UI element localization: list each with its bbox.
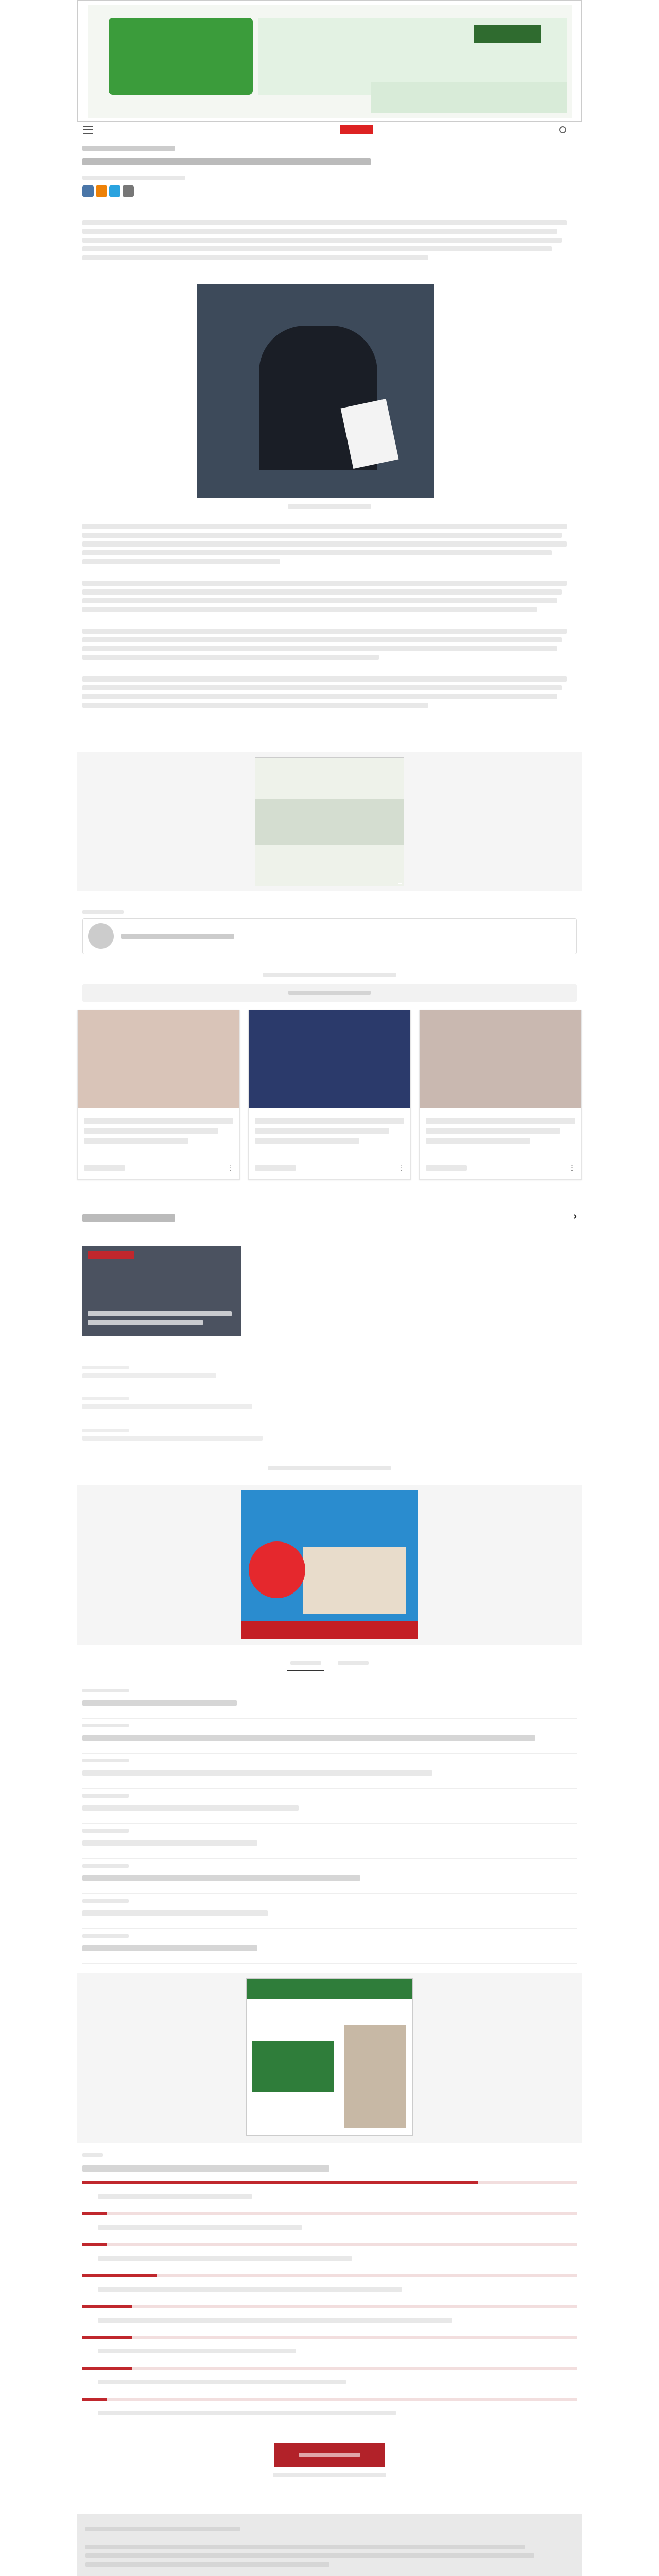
site-header xyxy=(77,122,582,139)
person-card[interactable] xyxy=(82,918,577,954)
person-block xyxy=(82,907,577,954)
poll-bar-fill xyxy=(82,2212,107,2215)
inline-ad-strip xyxy=(255,799,404,845)
poll-bar-fill xyxy=(82,2243,107,2246)
news-tabs xyxy=(82,1658,577,1671)
inline-ad-image xyxy=(255,757,404,886)
teaser-title xyxy=(78,1108,239,1160)
poll-bar xyxy=(82,2367,577,2370)
top-ad-banner[interactable] xyxy=(77,0,582,122)
site-footer xyxy=(77,2514,582,2576)
rubric-badge xyxy=(88,1251,134,1259)
ad-text-block xyxy=(252,2041,334,2092)
hamburger-icon[interactable] xyxy=(83,126,93,134)
poll-option-label xyxy=(98,2314,571,2326)
more-icon[interactable]: ⋮ xyxy=(398,1164,404,1172)
poll-bar-fill xyxy=(82,2398,107,2401)
share-buttons xyxy=(82,185,577,198)
search-icon[interactable] xyxy=(559,126,566,133)
poll-option-label xyxy=(98,2376,571,2388)
bottom-ad-image xyxy=(246,1978,413,2136)
poll-option-label xyxy=(98,2252,571,2264)
poll-option[interactable] xyxy=(82,2366,577,2397)
teaser-card[interactable] xyxy=(419,1010,582,1180)
poll-option[interactable] xyxy=(82,2180,577,2211)
list-item[interactable] xyxy=(82,1894,577,1929)
teaser-card[interactable] xyxy=(248,1010,411,1180)
article-meta xyxy=(82,172,577,183)
avatar xyxy=(88,923,114,949)
teaser-cards xyxy=(77,1010,582,1180)
poll-bar-fill xyxy=(82,2336,132,2339)
list-item[interactable] xyxy=(82,1929,577,1964)
news-list-item[interactable] xyxy=(82,1362,577,1382)
mid-ad-image xyxy=(241,1490,418,1639)
teaser-time xyxy=(420,1160,581,1176)
mid-ad[interactable] xyxy=(77,1485,582,1645)
popular-news-list xyxy=(82,1684,577,1964)
ad-header-strip xyxy=(247,1979,412,1999)
site-logo[interactable] xyxy=(340,125,373,134)
list-item[interactable] xyxy=(82,1684,577,1719)
poll-option[interactable] xyxy=(82,2397,577,2428)
list-item[interactable] xyxy=(82,1824,577,1859)
section-title[interactable] xyxy=(82,1211,577,1226)
ad-footer-strip xyxy=(241,1621,418,1639)
poll-bar xyxy=(82,2336,577,2339)
poll-option[interactable] xyxy=(82,2304,577,2335)
article-rubric[interactable] xyxy=(82,142,577,155)
article-lead xyxy=(82,216,577,264)
share-tg-icon[interactable] xyxy=(109,185,120,197)
poll-option-label xyxy=(98,2191,571,2202)
poll-bar xyxy=(82,2212,577,2215)
article-photo xyxy=(197,284,434,498)
poll-bar-fill xyxy=(82,2274,157,2277)
teaser-time xyxy=(249,1160,410,1176)
voted-count xyxy=(82,2473,577,2477)
list-item[interactable] xyxy=(82,1754,577,1789)
poll-bar-fill xyxy=(82,2367,132,2370)
poll-bar-fill xyxy=(82,2181,478,2184)
poll-question xyxy=(82,2162,577,2175)
teaser-image xyxy=(78,1010,239,1108)
poll-option-label xyxy=(98,2407,571,2419)
poll-bar xyxy=(82,2305,577,2308)
news-list-item[interactable] xyxy=(82,1425,577,1445)
poll-bar-fill xyxy=(82,2305,132,2308)
teaser-time xyxy=(78,1160,239,1176)
more-icon[interactable]: ⋮ xyxy=(227,1164,233,1172)
poll-bar xyxy=(82,2274,577,2277)
poll-option[interactable] xyxy=(82,2273,577,2304)
tab-discussed[interactable] xyxy=(335,1658,372,1671)
tab-popular[interactable] xyxy=(287,1658,324,1671)
inline-ad[interactable] xyxy=(77,752,582,891)
all-news-link[interactable] xyxy=(82,1466,577,1470)
person-name xyxy=(121,930,234,942)
poll-bar xyxy=(82,2398,577,2401)
list-item[interactable] xyxy=(82,1789,577,1824)
list-item[interactable] xyxy=(82,1859,577,1894)
teaser-card[interactable] xyxy=(77,1010,240,1180)
person-block-label xyxy=(82,910,577,914)
ad-label xyxy=(398,883,402,884)
print-button[interactable] xyxy=(82,984,577,1002)
teaser-image xyxy=(249,1010,410,1108)
poll-bar xyxy=(82,2243,577,2246)
article-title xyxy=(82,155,577,169)
poll-label xyxy=(82,2149,577,2160)
share-other-icon[interactable] xyxy=(123,185,134,197)
ad-subline-area xyxy=(371,82,567,113)
featured-news[interactable] xyxy=(82,1246,241,1336)
ad-badge xyxy=(249,1541,305,1598)
poll-option[interactable] xyxy=(82,2335,577,2366)
chevron-right-icon[interactable]: › xyxy=(573,1211,577,1222)
teaser-image xyxy=(420,1010,581,1108)
ad-brand-logo xyxy=(474,25,541,43)
share-vk-icon[interactable] xyxy=(82,185,94,197)
photo-caption xyxy=(82,504,577,509)
poll-option[interactable] xyxy=(82,2242,577,2273)
vote-button[interactable] xyxy=(274,2443,385,2467)
poll-bar xyxy=(82,2181,577,2184)
ad-banner-image xyxy=(88,5,572,118)
ad-person xyxy=(344,2025,406,2128)
featured-title xyxy=(88,1308,232,1329)
teaser-title xyxy=(249,1108,410,1160)
poll-option-label xyxy=(98,2283,571,2295)
ad-building xyxy=(303,1547,406,1614)
article-body xyxy=(82,520,577,711)
list-item[interactable] xyxy=(82,1719,577,1754)
share-ok-icon[interactable] xyxy=(96,185,107,197)
teaser-title xyxy=(420,1108,581,1160)
poll-option[interactable] xyxy=(82,2211,577,2242)
more-icon[interactable]: ⋮ xyxy=(569,1164,575,1172)
poll-option-label xyxy=(98,2345,571,2357)
bottom-ad[interactable] xyxy=(77,1973,582,2143)
news-list-item[interactable] xyxy=(82,1393,577,1413)
ad-left-panel xyxy=(109,18,253,95)
poll-option-label xyxy=(98,2222,571,2233)
source-line xyxy=(82,973,577,977)
